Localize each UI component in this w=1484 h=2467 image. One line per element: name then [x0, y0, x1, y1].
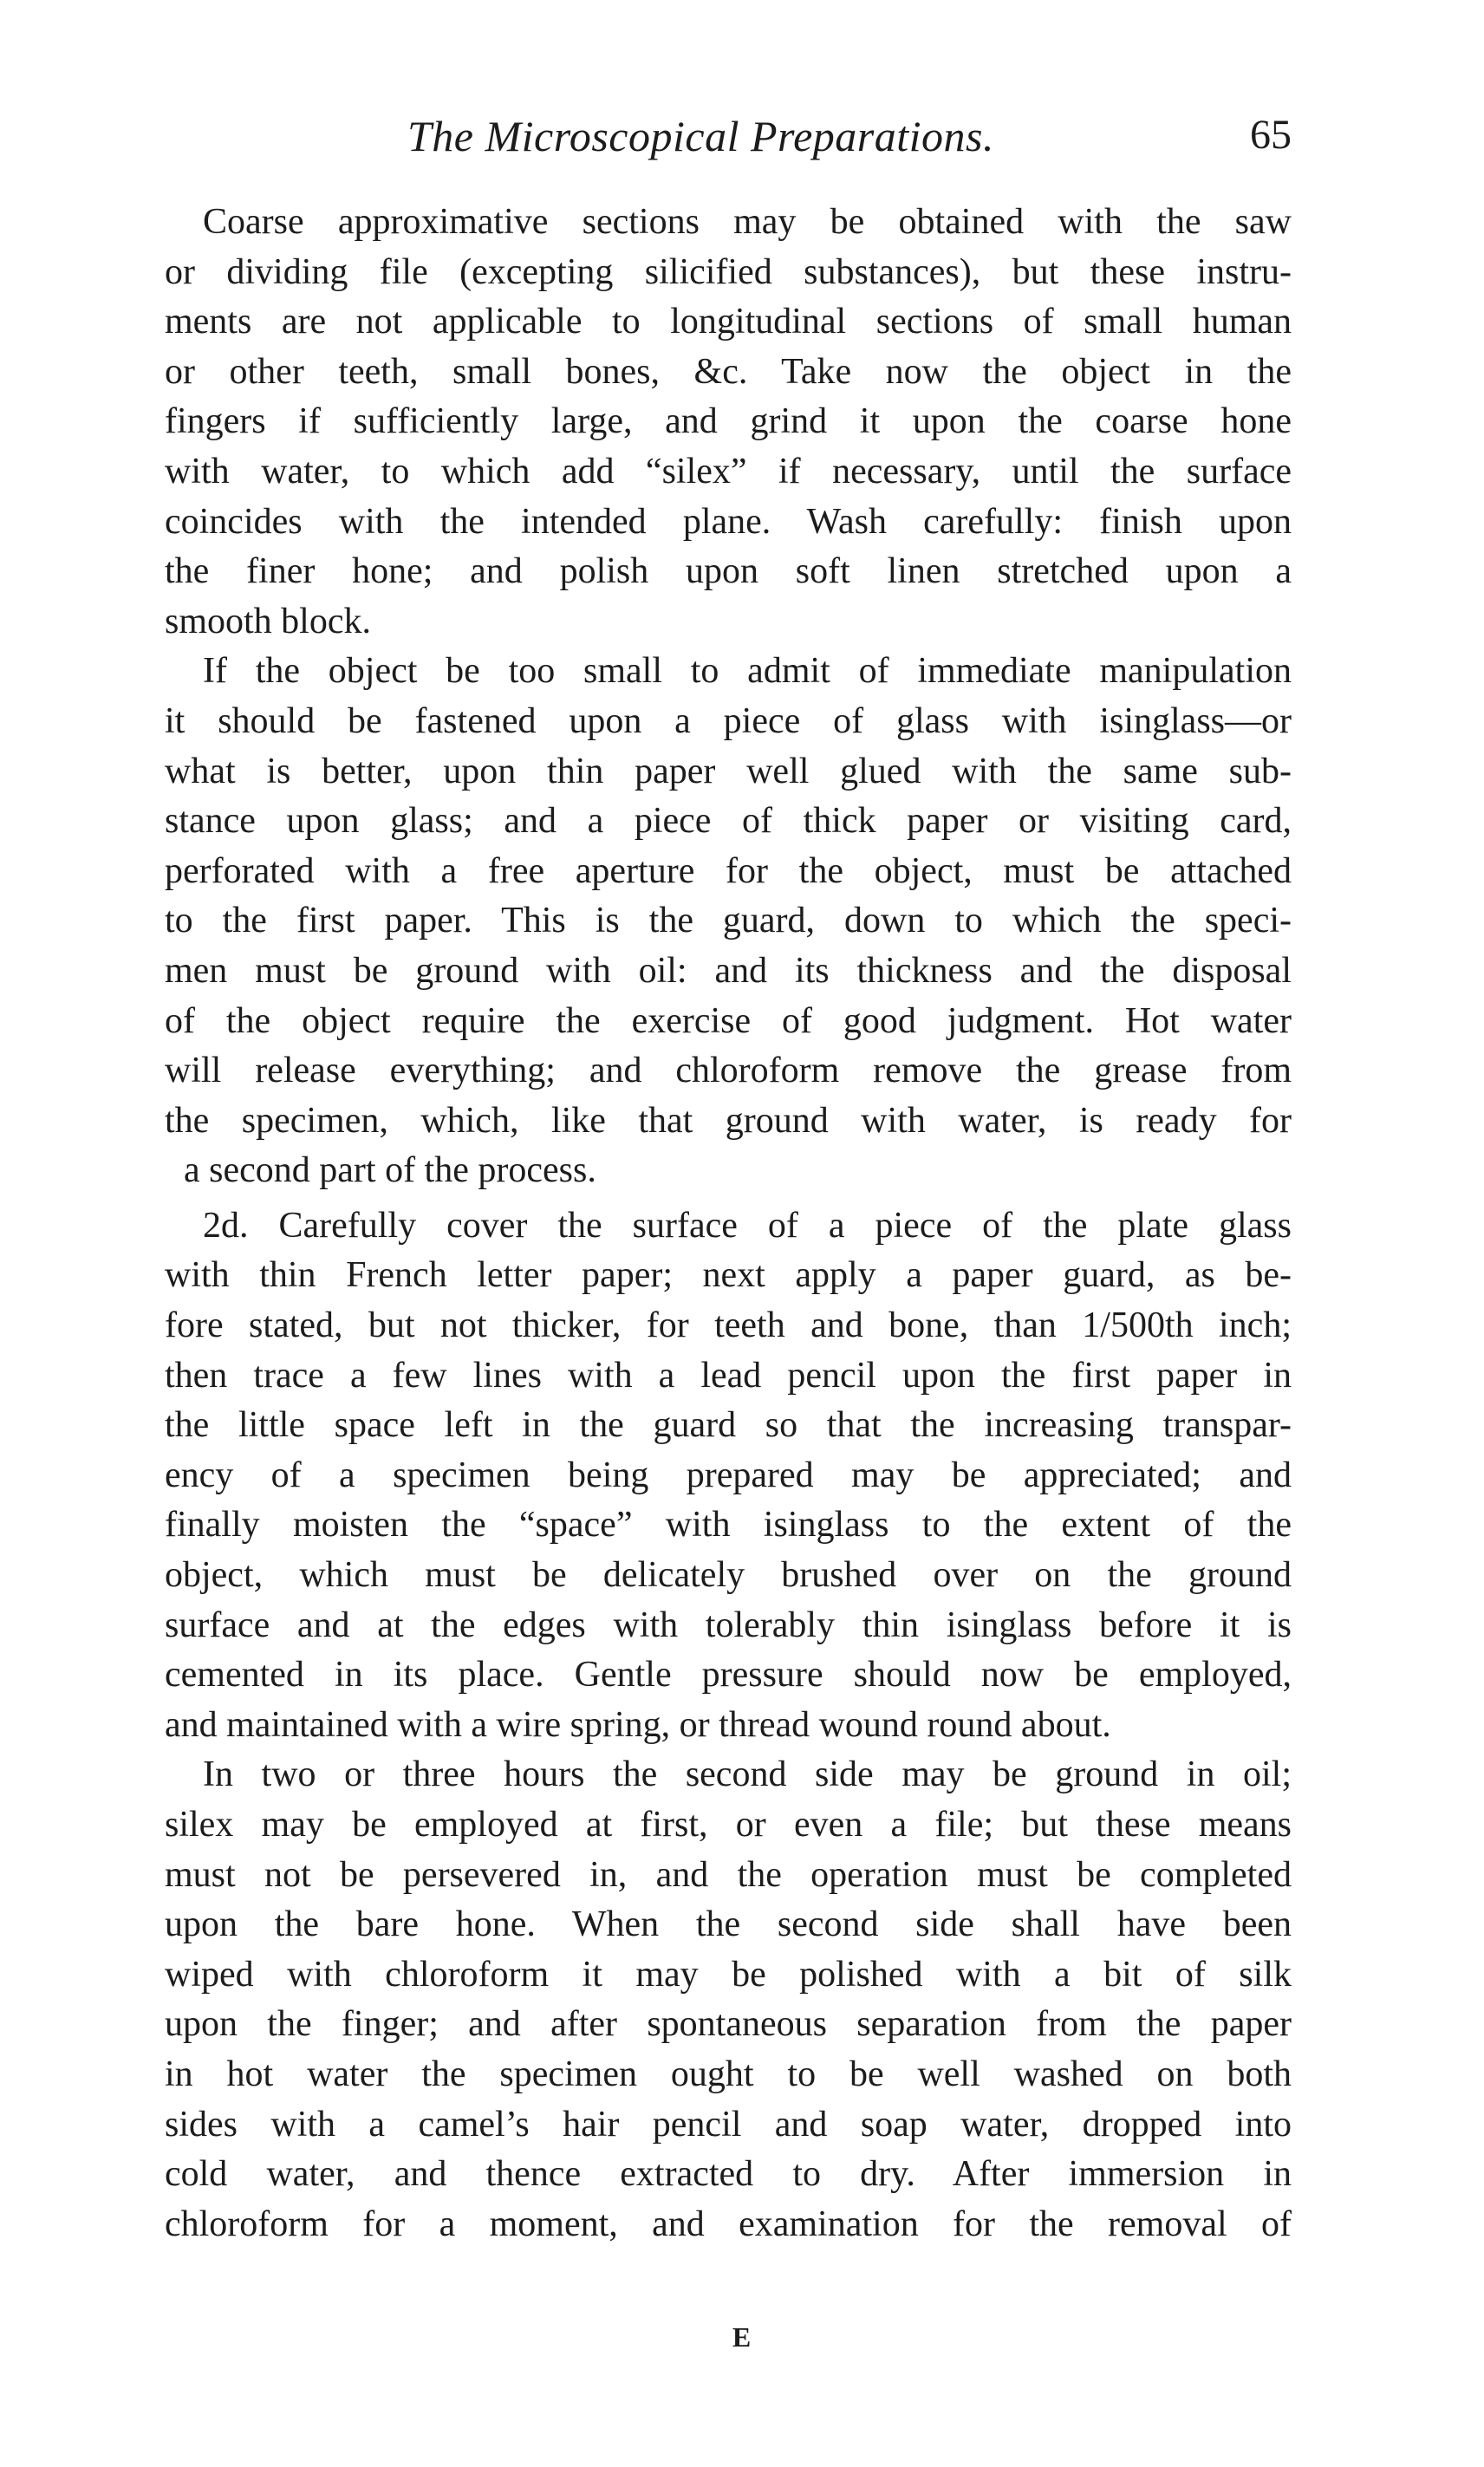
running-head	[165, 111, 1292, 172]
text-line: of the object require the exercise of good judgment. Hot water	[165, 1000, 1292, 1041]
text-line: Coarse approximative sections may be obtained with the saw	[203, 202, 1292, 242]
text-line: upon the bare hone. When the second side shall have been	[165, 1904, 1292, 1945]
text-line: with water, to which add “silex” if necessary, until the surface	[165, 451, 1292, 491]
text-line: with thin French letter paper; next apply a paper guard, as be-	[165, 1255, 1292, 1296]
text-line: in hot water the specimen ought to be well washed on both	[165, 2054, 1292, 2094]
text-line: and maintained with a wire spring, or thread wound round about.	[165, 1704, 1111, 1745]
body-text	[165, 198, 1292, 2249]
text-line: must not be persevered in, and the operation must be completed	[165, 1854, 1292, 1895]
text-line: fore stated, but not thicker, for teeth and bone, than 1/500th inch;	[165, 1305, 1292, 1346]
text-line: ency of a specimen being prepared may be appreciated; and	[165, 1455, 1292, 1495]
text-line: it should be fastened upon a piece of glass with isinglass—or	[165, 700, 1292, 741]
text-line: then trace a few lines with a lead pencil upon the first paper in	[165, 1355, 1292, 1396]
text-line: fingers if sufficiently large, and grind it upon the coarse hone	[165, 401, 1292, 442]
text-line: smooth block.	[165, 601, 371, 641]
text-line: or other teeth, small bones, &c. Take now the object in the	[165, 351, 1292, 392]
text-line: upon the finger; and after spontaneous separation from the paper	[165, 2004, 1292, 2045]
text-line: coincides with the intended plane. Wash carefully: finish upon	[165, 501, 1292, 542]
page-number: 65	[1250, 112, 1292, 158]
text-line: chloroform for a moment, and examination for the removal of	[165, 2203, 1292, 2244]
text-line: or dividing file (excepting silicified substances), but these instru-	[165, 251, 1292, 292]
text-line: finally moisten the “space” with isinglass to the extent of the	[165, 1505, 1292, 1546]
text-line: If the object be too small to admit of immediate manipulation	[203, 651, 1292, 692]
text-line: the finer hone; and polish upon soft linen stretched upon a	[165, 551, 1292, 592]
running-title: The Microscopical Preparations.	[407, 112, 994, 160]
paragraph-1	[165, 198, 1292, 647]
text-line: a second part of the process.	[184, 1150, 596, 1191]
text-line: men must be ground with oil: and its thickness and the disposal	[165, 950, 1292, 991]
text-line: ments are not applicable to longitudinal sections of small human	[165, 302, 1292, 342]
text-line: will release everything; and chloroform remove the grease from	[165, 1051, 1292, 1091]
text-line: In two or three hours the second side may be ground in oil;	[203, 1754, 1292, 1795]
text-line: stance upon glass; and a piece of thick paper or visiting card,	[165, 801, 1292, 842]
signature-mark: E	[732, 2321, 752, 2353]
text-line: perforated with a free aperture for the object, must be attached	[165, 850, 1292, 891]
text-line: cemented in its place. Gentle pressure should now be employed,	[165, 1655, 1292, 1696]
text-line: cold water, and thence extracted to dry. After immersion in	[165, 2154, 1292, 2195]
text-line: the specimen, which, like that ground with water, is ready for	[165, 1100, 1292, 1141]
text-line: to the first paper. This is the guard, down to which the speci-	[165, 901, 1292, 941]
text-line: the little space left in the guard so that the increasing transpar-	[165, 1405, 1292, 1446]
text-line: surface and at the edges with tolerably thin isinglass before it is	[165, 1605, 1292, 1645]
text-line: wiped with chloroform it may be polished with a bit of silk	[165, 1954, 1292, 1995]
paragraph-4	[165, 1750, 1292, 2249]
text-line: silex may be employed at first, or even a file; but these means	[165, 1805, 1292, 1845]
paragraph-3	[165, 1201, 1292, 1751]
paragraph-2	[165, 647, 1292, 1196]
text-line: 2d. Carefully cover the surface of a piece of the plate glass	[203, 1205, 1292, 1246]
text-line: object, which must be delicately brushed over on the ground	[165, 1555, 1292, 1596]
text-line: what is better, upon thin paper well glued with the same sub-	[165, 751, 1292, 791]
text-line: sides with a camel’s hair pencil and soap water, dropped into	[165, 2104, 1292, 2145]
